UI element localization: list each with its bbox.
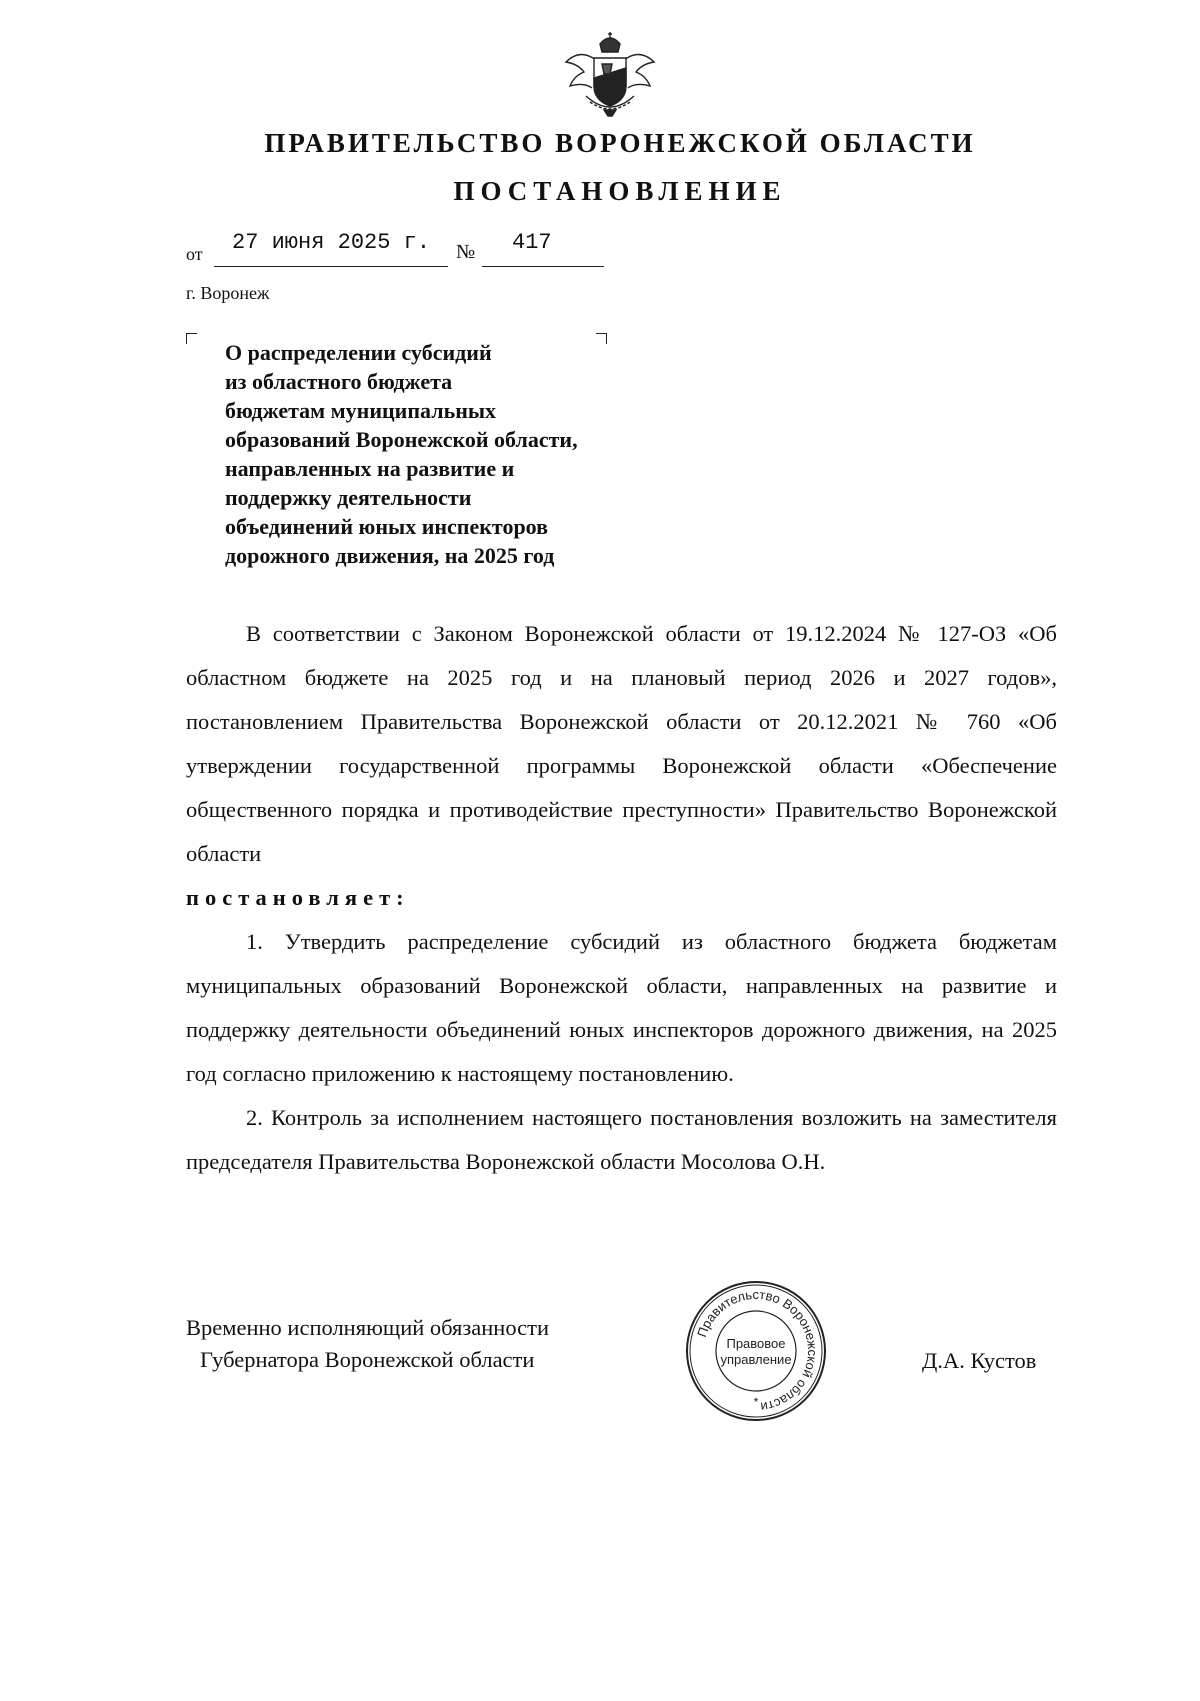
number-prefix: № [456, 241, 476, 263]
date-number-row [186, 226, 626, 266]
document-type: ПОСТАНОВЛЕНИЕ [453, 176, 787, 206]
preamble-paragraph: В соответствии с Законом Воронежской области от 19.12.2024 № 127-ОЗ «Об областном бюджете на 2025 год и на плановый период 2026 и 2027 годов», постановлением Правительства Воронежской области от 20.12.2021 № 760 «Об утверждении государственной программы Воронежской области «Обеспечение общественного порядка и противодействие преступности» Правительство Воронежской области [186, 621, 1057, 866]
signatory-name: Д.А. Кустов [922, 1348, 1037, 1373]
subject-line: О распределении субсидий [225, 340, 492, 365]
number-underline [482, 266, 604, 267]
subject-line: поддержку деятельности [225, 485, 472, 510]
number-value: 417 [512, 230, 552, 255]
stamp-inner-line-1: Правовое [726, 1336, 786, 1351]
date-value: 27 июня 2025 г. [232, 230, 431, 255]
stamp-outer-text: Правительство Воронежской области [694, 1286, 821, 1415]
subject-line: объединений юных инспекторов [225, 514, 549, 539]
subject-line: из областного бюджета [225, 369, 453, 394]
item-1-paragraph: 1. Утвердить распределение субсидий из областного бюджета бюджетам муниципальных образований Воронежской области, направленных на развитие и поддержку деятельности объединений юных инспекторов дорожного движения, на 2025 год согласно приложению к настоящему постановлению. [186, 929, 1057, 1086]
legal-department-stamp [683, 1278, 829, 1424]
date-prefix: от [186, 244, 203, 264]
resolves-word [186, 876, 1057, 920]
government-title: ПРАВИТЕЛЬСТВО ВОРОНЕЖСКОЙ ОБЛАСТИ [264, 128, 976, 158]
city: г. Воронеж [186, 283, 270, 303]
document-body [186, 612, 1057, 1184]
subject-line: бюджетам муниципальных [225, 398, 497, 423]
item-2-paragraph: 2. Контроль за исполнением настоящего постановления возложить на заместителя председателя Правительства Воронежской области Мосолова О.Н. [186, 1105, 1057, 1174]
subject-line: образований Воронежской области, [225, 427, 578, 452]
date-underline [214, 266, 448, 267]
stamp-star: * [753, 1395, 759, 1409]
document-subject [225, 338, 578, 570]
subject-line: дорожного движения, на 2025 год [225, 543, 555, 568]
stamp-inner-line-2: управление [720, 1352, 792, 1367]
signatory-position [186, 1312, 549, 1376]
position-line-2: Губернатора Воронежской области [200, 1347, 535, 1372]
subject-line: направленных на развитие и [225, 456, 515, 481]
voronezh-coat-of-arms-icon [560, 30, 660, 120]
resolves-text: постановляет: [186, 885, 410, 910]
corner-bracket-left [186, 333, 197, 344]
corner-bracket-right [596, 333, 607, 344]
position-line-1: Временно исполняющий обязанности [186, 1315, 550, 1340]
